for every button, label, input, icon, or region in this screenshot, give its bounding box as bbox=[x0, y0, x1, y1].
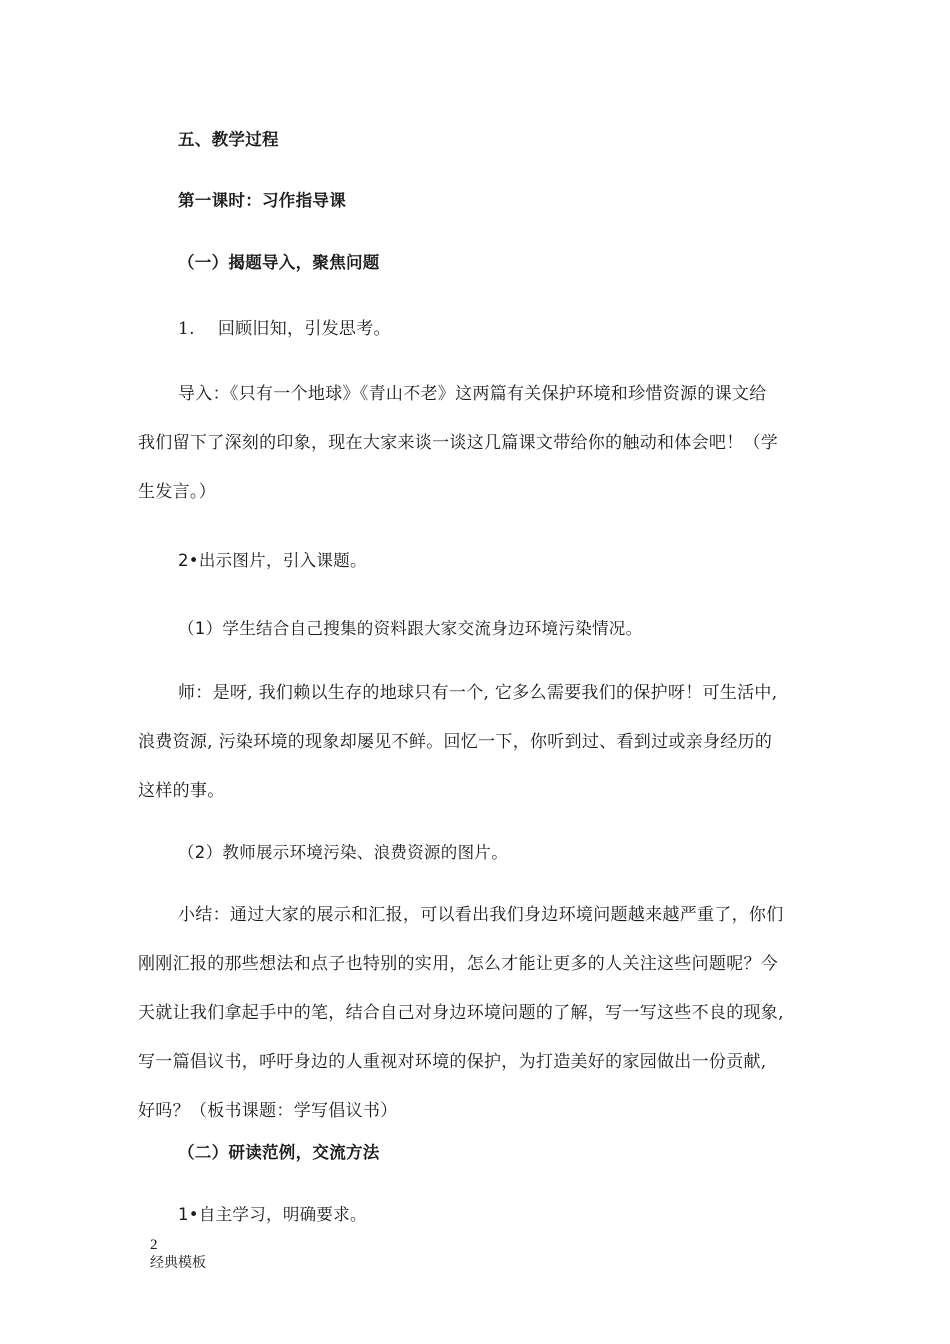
paragraph-intro-line: 生发言。） bbox=[138, 482, 216, 502]
paragraph-summary-line: 小结：通过大家的展示和汇报，可以看出我们身边环境问题越来越严重了，你们 bbox=[178, 905, 784, 925]
paragraph-intro-line: 导入：《只有一个地球》《青山不老》这两篇有关保护环境和珍惜资源的课文给 bbox=[178, 384, 767, 404]
sub-item-1: （1）学生结合自己搜集的资料跟大家交流身边环境污染情况。 bbox=[178, 619, 643, 638]
paragraph-summary-line: 写一篇倡议书，呼吁身边的人重视对环境的保护，为打造美好的家园做出一份贡献, bbox=[138, 1052, 767, 1072]
page-number: 2 bbox=[150, 1237, 158, 1253]
paragraph-summary-line: 刚刚汇报的那些想法和点子也特别的实用，怎么才能让更多的人关注这些问题呢？今 bbox=[138, 954, 779, 974]
heading-lesson: 第一课时：习作指导课 bbox=[178, 191, 346, 210]
list-item-1: 1. 回顾旧知，引发思考。 bbox=[178, 319, 391, 339]
list-item-2: 2•出示图片，引入课题。 bbox=[178, 551, 367, 570]
paragraph-teacher-line: 这样的事。 bbox=[138, 781, 225, 801]
paragraph-teacher-line: 浪费资源, 污染环境的现象却屡见不鲜。回忆一下，你听到过、看到过或亲身经历的 bbox=[138, 732, 773, 752]
paragraph-summary-line: 好吗？（板书课题：学写倡议书） bbox=[138, 1101, 398, 1121]
list-item-3: 1•自主学习，明确要求。 bbox=[178, 1205, 367, 1224]
heading-teaching-process: 五、教学过程 bbox=[178, 130, 279, 149]
paragraph-teacher-line: 师：是呀, 我们赖以生存的地球只有一个, 它多么需要我们的保护呀！可生活中, bbox=[178, 683, 778, 703]
paragraph-summary-line: 天就让我们拿起手中的笔，结合自己对身边环境问题的了解，写一写这些不良的现象, bbox=[138, 1003, 784, 1023]
sub-item-2: （2）教师展示环境污染、浪费资源的图片。 bbox=[178, 843, 508, 862]
paragraph-intro-line: 我们留下了深刻的印象，现在大家来谈一谈这几篇课文带给你的触动和体会吧！（学 bbox=[138, 433, 779, 453]
footer-label: 经典模板 bbox=[150, 1255, 206, 1271]
section-title-1: （一）揭题导入，聚焦问题 bbox=[178, 253, 380, 272]
section-title-2: （二）研读范例，交流方法 bbox=[178, 1143, 380, 1162]
